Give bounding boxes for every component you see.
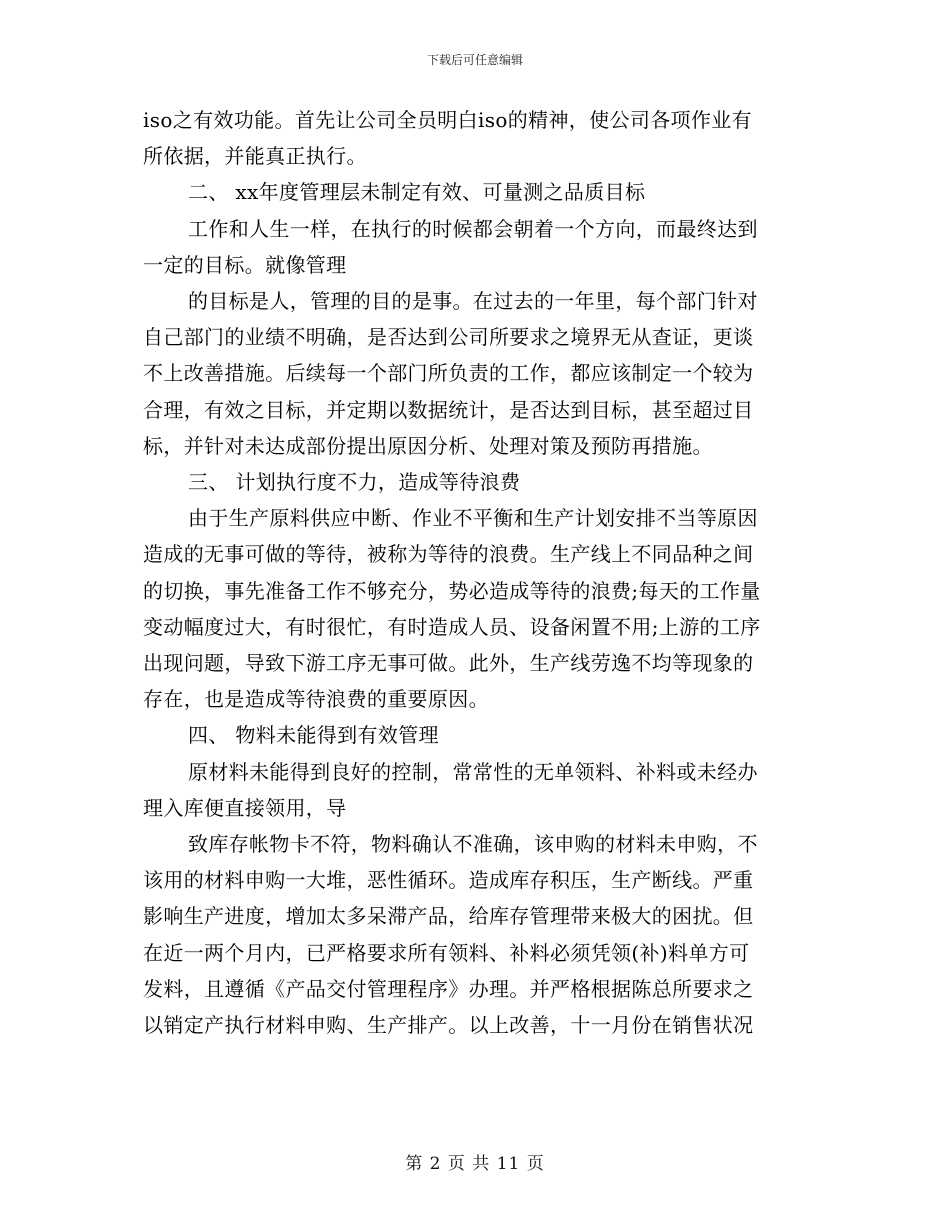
paragraph-line: 合理，有效之目标，并定期以数据统计，是否达到目标，甚至超过目 <box>143 397 754 422</box>
paragraph-line: 自己部门的业绩不明确，是否达到公司所要求之境界无从查证，更谈 <box>143 325 754 350</box>
paragraph-line: 理入库便直接领用，导 <box>143 795 347 820</box>
paragraph-line: 发料，且遵循《产品交付管理程序》办理。并严格根据陈总所要求之 <box>143 976 754 1001</box>
paragraph-line: 变动幅度过大，有时很忙，有时造成人员、设备闲置不用;上游的工序 <box>143 614 761 639</box>
paragraph-line: 不上改善措施。后续每一个部门所负责的工作，都应该制定一个较为 <box>143 361 754 386</box>
paragraph-line: 该用的材料申购一大堆，恶性循环。造成库存积压，生产断线。严重 <box>143 868 754 893</box>
section-heading: 二、 xx年度管理层未制定有效、可量测之品质目标 <box>188 180 646 205</box>
paragraph-line: 标，并针对未达成部份提出原因分析、处理对策及预防再措施。 <box>143 433 713 458</box>
paragraph-line: 在近一两个月内，已严格要求所有领料、补料必须凭领(补)料单方可 <box>143 940 750 965</box>
paragraph-line: 原材料未能得到良好的控制，常常性的无单领料、补料或未经办 <box>188 759 758 784</box>
paragraph-line: 致库存帐物卡不符，物料确认不准确，该申购的材料未申购，不 <box>188 832 758 857</box>
section-heading: 四、 物料未能得到有效管理 <box>188 723 439 748</box>
paragraph-line: 出现问题，导致下游工序无事可做。此外，生产线劳逸不均等现象的 <box>143 651 754 676</box>
paragraph-line: 影响生产进度，增加太多呆滞产品，给库存管理带来极大的困扰。但 <box>143 904 754 929</box>
document-body <box>143 102 807 1043</box>
page-header: 下载后可任意编辑 <box>426 53 523 67</box>
paragraph-line: iso之有效功能。首先让公司全员明白iso的精神，使公司各项作业有 <box>143 108 752 132</box>
paragraph-line: 由于生产原料供应中断、作业不平衡和生产计划安排不当等原因 <box>188 506 758 531</box>
paragraph-line: 的目标是人，管理的目的是事。在过去的一年里，每个部门针对 <box>188 289 758 314</box>
page-number: 第 2 页 共 11 页 <box>405 1154 545 1174</box>
section-heading: 三、 计划执行度不力，造成等待浪费 <box>188 470 521 495</box>
paragraph-line: 一定的目标。就像管理 <box>143 252 347 277</box>
paragraph-line: 以销定产执行材料申购、生产排产。以上改善，十一月份在销售状况 <box>143 1013 754 1038</box>
paragraph-line: 的切换，事先准备工作不够充分，势必造成等待的浪费;每天的工作量 <box>143 578 761 603</box>
paragraph-line: 工作和人生一样，在执行的时候都会朝着一个方向，而最终达到 <box>188 216 758 241</box>
paragraph-line: 存在，也是造成等待浪费的重要原因。 <box>143 687 489 712</box>
paragraph-line: 所依据，并能真正执行。 <box>143 144 367 169</box>
paragraph-line: 造成的无事可做的等待，被称为等待的浪费。生产线上不同品种之间 <box>143 542 754 567</box>
